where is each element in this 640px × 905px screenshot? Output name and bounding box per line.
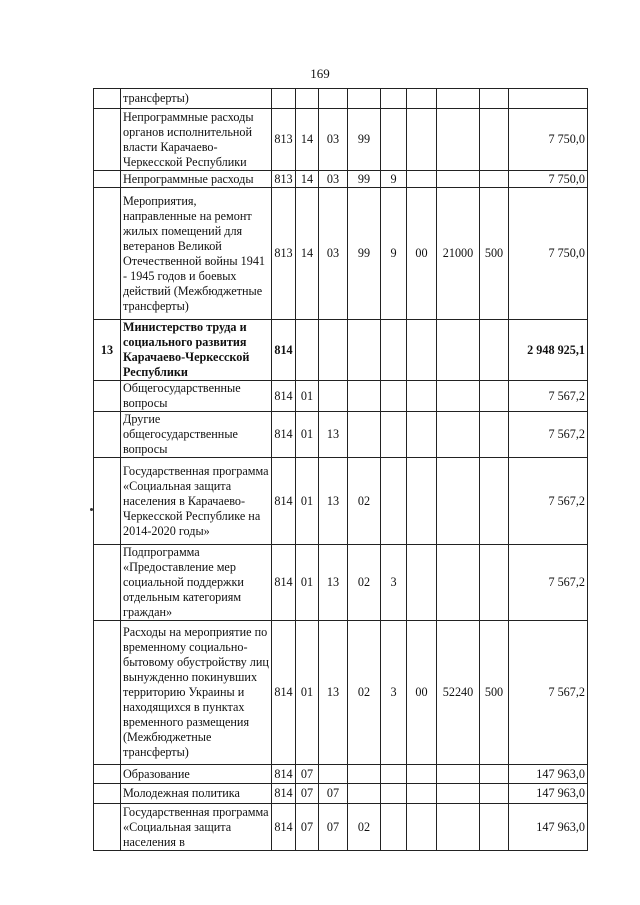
subsection-code: 07 [319,784,348,804]
subsection-code [319,89,348,109]
section-code: 01 [296,412,319,458]
section-code: 07 [296,784,319,804]
ministry-code: 814 [272,784,296,804]
item-name: Образование [121,765,272,784]
event-code: 00 [407,188,437,320]
expense-type-code [480,109,509,171]
event-code [407,320,437,381]
direction-code: 21000 [437,188,480,320]
row-number [94,89,121,109]
subprogram-code [381,458,407,545]
subprogram-code [381,784,407,804]
scan-dot [90,508,93,511]
direction-code [437,320,480,381]
row-number [94,171,121,188]
program-code [348,412,381,458]
row-number [94,458,121,545]
expense-type-code [480,458,509,545]
subsection-code: 13 [319,621,348,765]
direction-code [437,804,480,851]
table-body [94,89,588,851]
subprogram-code [381,765,407,784]
program-code: 02 [348,545,381,621]
expense-type-code [480,171,509,188]
row-number [94,545,121,621]
subsection-code: 03 [319,188,348,320]
subprogram-code: 9 [381,171,407,188]
subsection-code [319,381,348,412]
ministry-code: 814 [272,381,296,412]
row-number [94,765,121,784]
event-code [407,545,437,621]
event-code [407,412,437,458]
direction-code [437,765,480,784]
event-code [407,171,437,188]
expense-type-code [480,765,509,784]
section-code: 01 [296,621,319,765]
section-code [296,89,319,109]
item-name: Министерство труда и социального развития Карачаево-Черкесской Республики [121,320,272,381]
program-code: 02 [348,458,381,545]
program-code: 99 [348,109,381,171]
event-code [407,804,437,851]
table-row [94,458,588,545]
section-code: 14 [296,188,319,320]
amount: 7 567,2 [509,545,588,621]
table-row [94,765,588,784]
ministry-code: 814 [272,765,296,784]
event-code: 00 [407,621,437,765]
subsection-code: 03 [319,109,348,171]
row-number [94,804,121,851]
section-code: 07 [296,765,319,784]
program-code: 02 [348,621,381,765]
amount: 7 567,2 [509,412,588,458]
item-name: Молодежная политика [121,784,272,804]
table-row [94,621,588,765]
amount: 147 963,0 [509,765,588,784]
subsection-code [319,765,348,784]
ministry-code: 813 [272,171,296,188]
item-name: Государственная программа «Социальная защита населения в [121,804,272,851]
direction-code [437,412,480,458]
direction-code: 52240 [437,621,480,765]
row-number: 13 [94,320,121,381]
direction-code [437,545,480,621]
program-code [348,89,381,109]
direction-code [437,89,480,109]
expense-type-code [480,804,509,851]
event-code [407,381,437,412]
program-code [348,765,381,784]
ministry-code: 814 [272,545,296,621]
table-row [94,804,588,851]
row-number [94,412,121,458]
table-row [94,381,588,412]
event-code [407,109,437,171]
amount: 7 750,0 [509,188,588,320]
amount: 7 750,0 [509,109,588,171]
row-number [94,188,121,320]
program-code [348,381,381,412]
subsection-code: 13 [319,545,348,621]
section-code: 14 [296,109,319,171]
section-code: 07 [296,804,319,851]
row-number [94,109,121,171]
expense-type-code [480,545,509,621]
amount: 7 750,0 [509,171,588,188]
item-name: Расходы на мероприятие по временному социально-бытовому обустройству лиц вынужденно покинувших территорию Украины и находящихся в пунктах временного размещения (Межбюджетные трансферты) [121,621,272,765]
event-code [407,784,437,804]
subprogram-code [381,109,407,171]
ministry-code: 814 [272,320,296,381]
subprogram-code: 3 [381,545,407,621]
section-code: 14 [296,171,319,188]
program-code [348,320,381,381]
expense-type-code [480,89,509,109]
expense-type-code [480,412,509,458]
subprogram-code [381,412,407,458]
section-code: 01 [296,545,319,621]
table-row [94,171,588,188]
budget-table [93,88,588,851]
subsection-code [319,320,348,381]
section-code: 01 [296,381,319,412]
amount: 147 963,0 [509,784,588,804]
item-name: трансферты) [121,89,272,109]
ministry-code: 814 [272,412,296,458]
program-code: 99 [348,188,381,320]
event-code [407,458,437,545]
amount [509,89,588,109]
ministry-code [272,89,296,109]
subprogram-code [381,381,407,412]
ministry-code: 814 [272,804,296,851]
program-code: 02 [348,804,381,851]
row-number [94,381,121,412]
item-name: Непрограммные расходы органов исполнительной власти Карачаево-Черкесской Республики [121,109,272,171]
item-name: Другие общегосударственные вопросы [121,412,272,458]
direction-code [437,109,480,171]
amount: 7 567,2 [509,621,588,765]
ministry-code: 814 [272,621,296,765]
table-row [94,412,588,458]
expense-type-code: 500 [480,621,509,765]
amount: 147 963,0 [509,804,588,851]
subsection-code: 13 [319,458,348,545]
event-code [407,89,437,109]
amount: 2 948 925,1 [509,320,588,381]
subprogram-code [381,320,407,381]
item-name: Непрограммные расходы [121,171,272,188]
amount: 7 567,2 [509,381,588,412]
expense-type-code: 500 [480,188,509,320]
table-row [94,320,588,381]
ministry-code: 814 [272,458,296,545]
section-code [296,320,319,381]
row-number [94,621,121,765]
item-name: Подпрограмма «Предоставление мер социальной поддержки отдельным категориям граждан» [121,545,272,621]
table-row [94,545,588,621]
amount: 7 567,2 [509,458,588,545]
subsection-code: 13 [319,412,348,458]
item-name: Общегосударственные вопросы [121,381,272,412]
direction-code [437,784,480,804]
table-row [94,109,588,171]
subprogram-code [381,89,407,109]
program-code [348,784,381,804]
subprogram-code: 9 [381,188,407,320]
ministry-code: 813 [272,188,296,320]
subsection-code: 03 [319,171,348,188]
direction-code [437,381,480,412]
subsection-code: 07 [319,804,348,851]
ministry-code: 813 [272,109,296,171]
subprogram-code: 3 [381,621,407,765]
row-number [94,784,121,804]
page-number: 169 [310,66,330,81]
expense-type-code [480,320,509,381]
item-name: Государственная программа «Социальная защита населения в Карачаево-Черкесской Республике на 2014-2020 годы» [121,458,272,545]
table-row [94,89,588,109]
item-name: Мероприятия, направленные на ремонт жилых помещений для ветеранов Великой Отечественной войны 1941 - 1945 годов и боевых действий (Межбюджетные трансферты) [121,188,272,320]
section-code: 01 [296,458,319,545]
direction-code [437,458,480,545]
program-code: 99 [348,171,381,188]
table-row [94,784,588,804]
table-row [94,188,588,320]
event-code [407,765,437,784]
expense-type-code [480,784,509,804]
expense-type-code [480,381,509,412]
subprogram-code [381,804,407,851]
direction-code [437,171,480,188]
